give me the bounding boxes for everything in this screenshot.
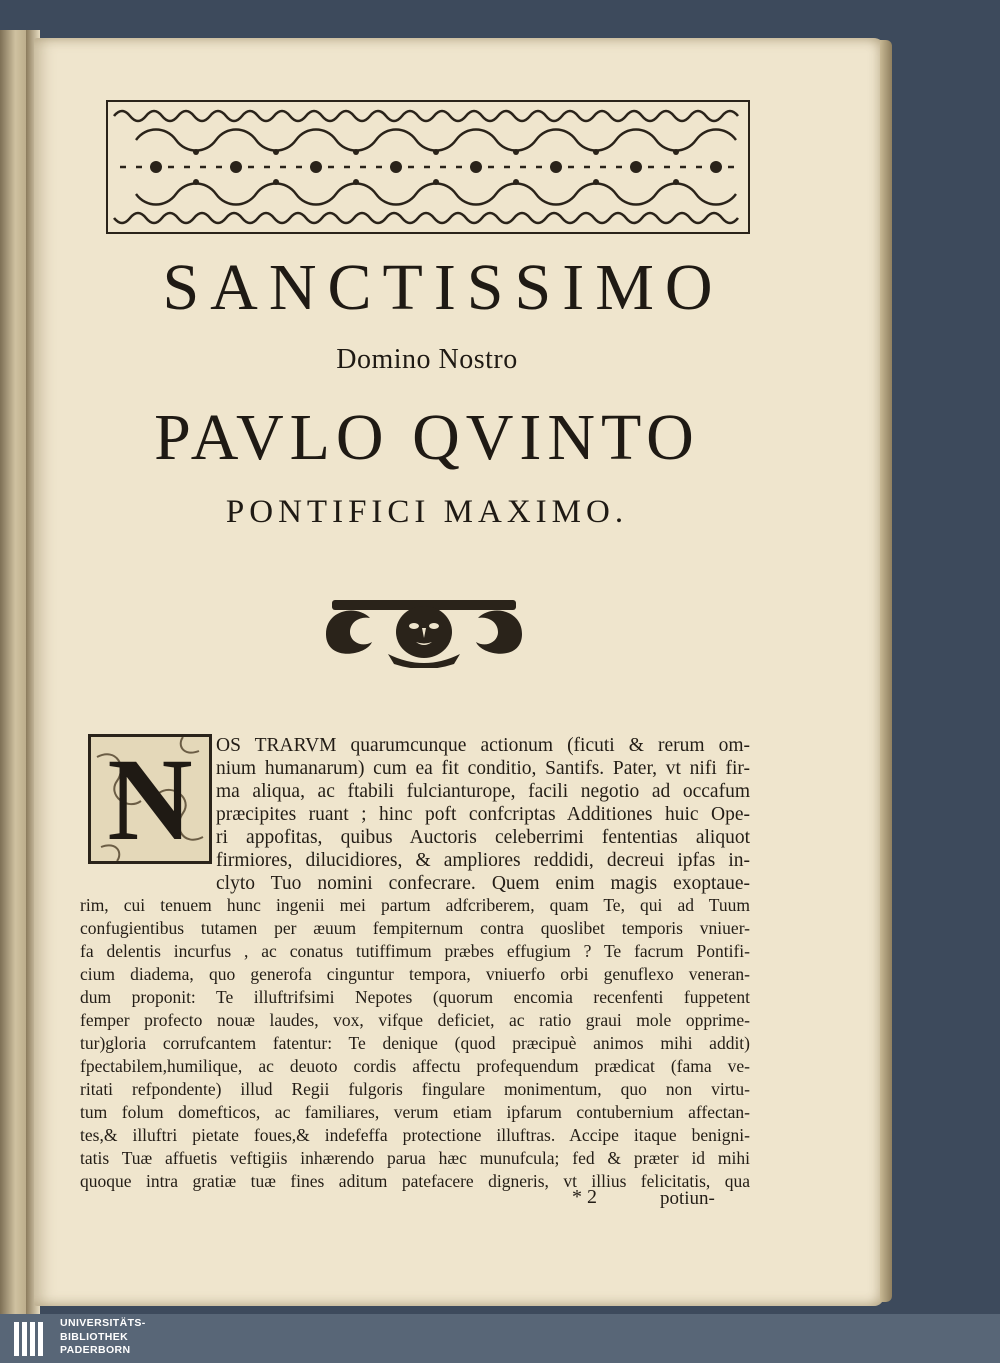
text-line: ri appofitas, quibus Auctoris celeberrimi fententias aliquot [216, 827, 750, 848]
dedication-subtitle: Domino Nostro [336, 344, 518, 375]
text-line: præcipites ruant ; hinc poft confcriptas Additiones huic Ope- [216, 804, 750, 825]
text-line: OS TRARVM quarumcunque actionum (ficuti & rerum om- [216, 735, 750, 756]
text-line: firmiores, dilucidiores, & ampliores reddidi, decreui ipfas in- [216, 850, 750, 871]
library-footer-bar [0, 1314, 1000, 1363]
dedication-title: SANCTISSIMO [162, 251, 724, 324]
text-line: fpectabilem,humilique, ac deuoto cordis affectu profequendum prædicat (fama ve- [80, 1056, 750, 1076]
catchword: potiun- [660, 1188, 715, 1209]
library-name [60, 1317, 146, 1358]
text-line: clyto Tuo nomini confecrare. Quem enim magis exoptaue- [216, 873, 750, 894]
text-line: rim, cui tenuem hunc ingenii mei partum adfcriberem, quam Te, qui ad Tuum [80, 895, 750, 915]
text-line: tatis Tuæ affuetis veftigiis inhærendo parua hæc munufcula; fed & præter id mihi [80, 1148, 750, 1168]
text-line: nium humanarum) cum ea fit conditio, Santifs. Pater, vt nifi fir- [216, 758, 750, 779]
initial-letter: N [107, 734, 193, 865]
library-logo-icon [12, 1318, 52, 1360]
text-line: quoque intra gratiæ tuæ fines aditum patefacere digneris, vt illius felicitatis, qua [80, 1171, 750, 1191]
library-name-line-1: UNIVERSITÄTS- [60, 1317, 146, 1329]
text-line: tur)gloria corrufcantem fatentur: Te denique (quod præcipuè animos mihi addit) [80, 1033, 750, 1053]
text-line: tum folum domefticos, ac familiares, verum etiam ipfarum contubernium affectan- [80, 1102, 750, 1122]
text-line: ritati refpondente) illud Regii fulgoris fingulare monimentum, quo non virtu- [80, 1079, 750, 1099]
text-line: dum proponit: Te illuftrifsimi Nepotes (quorum encomia recenfenti fuppetent [80, 987, 750, 1007]
dedicatee-name: PAVLO QVINTO [154, 401, 700, 474]
library-name-line-3: PADERBORN [60, 1344, 131, 1356]
text-line: ma aliqua, ac ftabili fulcianturope, facili negotio ad occafum [216, 781, 750, 802]
text-line: fa delentis incurfus , ac conatus tutiffimum præbes effugium ? Te facrum Pontifi- [80, 941, 750, 961]
library-name-line-2: BIBLIOTHEK [60, 1330, 129, 1343]
signature-mark: * 2 [572, 1186, 597, 1208]
dedicatee-office: PONTIFICI MAXIMO. [225, 494, 629, 530]
text-line: cium diadema, quo generofa cinguntur tempora, vniuerfo orbi genuflexo veneran- [80, 964, 750, 984]
text-line: confugientibus tutamen per æuum fempiternum contra quoslibet temporis vniuer- [80, 918, 750, 938]
text-line: tes,& illuftri pietate foues,& indefeffa protectione illuftras. Accipe itaque benigni- [80, 1125, 750, 1145]
text-line: femper profecto nouæ laudes, vox, vifque deficiet, ac ratio graui mole opprime- [80, 1010, 750, 1030]
